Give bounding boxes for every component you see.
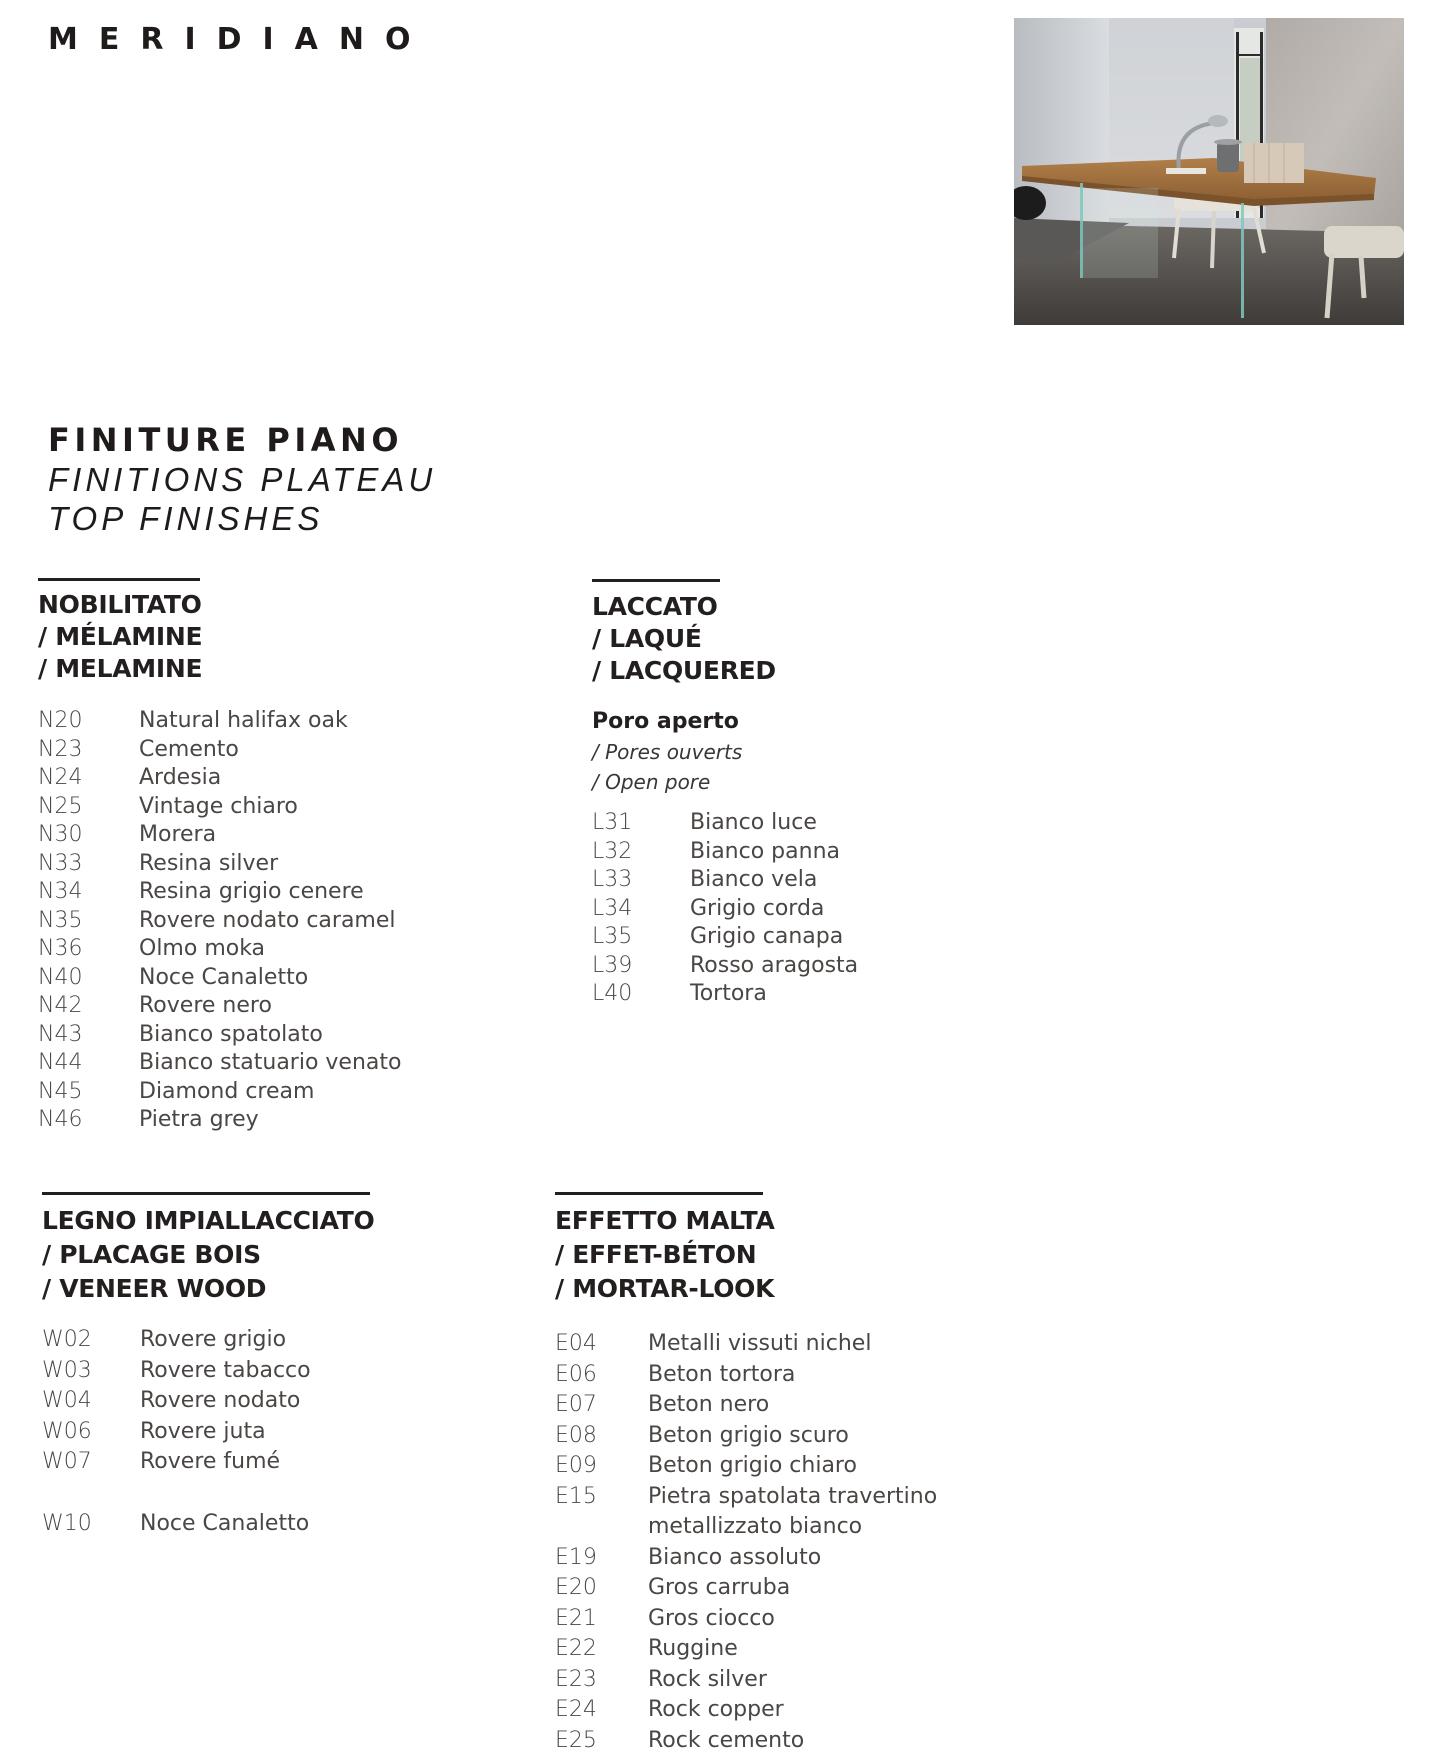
finish-code: L31 [592,810,633,835]
finish-code: L34 [592,895,633,921]
subheading-block [592,707,776,797]
finish-code: N44 [38,1050,83,1075]
finish-item [38,964,309,993]
finish-name: Natural halifax oak [139,708,348,733]
title-italian: FINITURE PIANO [48,421,404,459]
finish-code: E24 [555,1697,597,1722]
product-photo [1014,18,1404,325]
heading-line: / LACQUERED [592,656,776,685]
finish-name: Metalli vissuti nichel [648,1331,872,1356]
section-heading [555,1204,775,1306]
finish-item [38,1106,259,1135]
brand-title: MERIDIANO [48,22,432,57]
finish-name: Rock copper [648,1697,784,1722]
finish-item [592,838,840,867]
finish-code: N35 [38,907,83,933]
title-english: TOP FINISHES [48,500,324,537]
finish-item [592,895,825,924]
finish-name: Bianco luce [690,810,817,835]
finish-item [38,821,217,850]
finish-list [555,1330,938,1757]
finish-name: Pietra grey [139,1107,259,1132]
finish-name: Rovere nero [139,993,272,1018]
subheading-italian: Poro aperto [592,709,739,734]
finish-item [38,935,266,964]
finish-code: E22 [555,1636,597,1661]
finish-code: W10 [42,1510,92,1536]
finish-item [42,1510,374,1541]
finish-name: Rovere grigio [140,1327,287,1352]
section-heading [42,1204,374,1306]
finish-name: Bianco assoluto [648,1544,822,1570]
heading-line: / MÉLAMINE [38,622,203,651]
finish-item [38,878,364,907]
finish-code: E23 [555,1666,597,1692]
heading-line: / EFFET-BÉTON [555,1240,757,1269]
finish-name: Bianco spatolato [139,1021,323,1047]
finish-list [38,707,402,1135]
finish-code: L35 [592,924,633,949]
finish-name: Noce Canaletto [139,964,309,990]
finish-code: N33 [38,850,83,876]
finish-name: Rock cemento [648,1727,805,1753]
finish-item [38,736,239,765]
finish-name: Vintage chiaro [139,793,298,819]
finish-item [38,707,348,736]
finish-name: Rovere fumé [140,1449,281,1474]
finish-name: Ruggine [648,1636,738,1661]
finish-name: Bianco statuario venato [139,1050,402,1075]
heading-line: EFFETTO MALTA [555,1206,775,1235]
finish-item [42,1357,374,1388]
finish-item [592,980,776,1009]
finish-name: Bianco panna [690,838,840,864]
finish-name: Tortora [690,981,767,1006]
finish-code: L40 [592,981,633,1006]
finish-name: Gros carruba [648,1575,791,1600]
finish-item [555,1544,822,1575]
finish-code: N24 [38,765,83,790]
finish-name: Olmo moka [139,936,266,961]
section-heading [38,589,202,685]
heading-line: LEGNO IMPIALLACCIATO [42,1206,375,1235]
finish-item [555,1666,775,1697]
section-nobilitato [38,578,402,1135]
finish-code: N40 [38,964,83,990]
finish-item [555,1727,805,1758]
finish-name: Beton grigio scuro [648,1422,849,1448]
finish-item [38,907,396,936]
heading-line: / VENEER WOOD [42,1274,267,1303]
finish-code: E19 [555,1544,597,1570]
finish-item [555,1361,796,1392]
finish-name: Pietra spatolata travertino [648,1483,938,1509]
finish-code: W02 [42,1327,92,1352]
finish-name: Rovere nodato [140,1388,301,1413]
finish-item [38,992,272,1021]
finish-code: L39 [592,952,633,978]
finish-code: N45 [38,1078,83,1104]
finish-name: Gros ciocco [648,1605,775,1631]
finish-code: L33 [592,867,633,892]
finish-code: W03 [42,1357,92,1383]
table-photo-illustration [1014,18,1404,325]
finish-item [42,1326,374,1357]
finish-code: E09 [555,1453,597,1478]
finish-code: E04 [555,1331,597,1356]
finish-item [555,1605,775,1636]
section-divider [42,1192,370,1195]
finish-name: Rock silver [648,1666,767,1692]
finish-item [555,1422,849,1453]
finish-code: N42 [38,993,83,1018]
finish-item [555,1330,872,1361]
finish-item [555,1391,775,1422]
finish-item [38,764,222,793]
finish-code: N36 [38,936,83,961]
heading-line: / PLACAGE BOIS [42,1240,261,1269]
finish-name: Rovere nodato caramel [139,907,396,933]
subheading-french: / Pores ouverts [592,740,743,764]
finish-item [38,850,279,879]
section-effetto [555,1192,938,1757]
heading-line: / MORTAR-LOOK [555,1274,775,1303]
finish-item [555,1452,857,1483]
finish-item [592,866,818,895]
section-divider [38,578,200,581]
finish-item [592,809,817,838]
finish-item [555,1635,775,1666]
finish-name: Diamond cream [139,1078,315,1104]
section-divider [555,1192,763,1195]
finish-code: E07 [555,1392,597,1417]
finish-code: E06 [555,1361,597,1387]
subheading-english: / Open pore [592,770,711,794]
finish-code: N25 [38,793,83,819]
finish-code: N30 [38,822,83,847]
finish-code: E20 [555,1575,597,1600]
finish-item [38,1021,323,1050]
finish-item [38,1078,315,1107]
finish-name: Ardesia [139,765,222,790]
finish-name-continued: metallizzato bianco [648,1514,863,1539]
heading-line: / MELAMINE [38,654,203,683]
finish-name: Cemento [139,736,239,762]
finish-name: Rovere tabacco [140,1357,311,1383]
finish-item [592,923,844,952]
section-divider [592,579,720,582]
finish-code: N46 [38,1107,83,1132]
finish-item [38,793,298,822]
finishes-title-block [48,420,436,538]
finish-name: Grigio canapa [690,924,844,949]
finish-name: Beton tortora [648,1361,796,1387]
finish-name: Resina silver [139,850,279,876]
heading-line: / LAQUÉ [592,624,702,653]
finish-code: W04 [42,1388,92,1413]
finish-code: N23 [38,736,83,762]
finish-code: E08 [555,1422,597,1448]
finish-item [42,1418,374,1449]
finish-code: N43 [38,1021,83,1047]
finish-item [42,1448,374,1479]
finish-item [42,1387,374,1418]
finish-code: E25 [555,1727,597,1753]
finish-name: Rovere juta [140,1418,266,1444]
heading-line: NOBILITATO [38,590,202,619]
finish-code: N34 [38,879,83,904]
heading-line: LACCATO [592,592,718,621]
finish-name: Bianco vela [690,867,818,892]
finish-code: N20 [38,708,83,733]
finish-name: Morera [139,822,217,847]
section-laccato [592,579,859,1009]
finish-item [592,952,859,981]
finish-list [42,1326,374,1540]
finish-item [555,1483,938,1544]
finish-name: Grigio corda [690,895,825,921]
finish-name: Beton grigio chiaro [648,1453,857,1478]
finish-code: E21 [555,1605,597,1631]
finish-name: Noce Canaletto [140,1510,310,1536]
finish-name: Resina grigio cenere [139,879,364,904]
finish-item [555,1696,784,1727]
finish-code: W07 [42,1449,92,1474]
finish-name: Beton nero [648,1392,770,1417]
finish-item [38,1049,402,1078]
section-heading [592,591,776,687]
finish-code: W06 [42,1418,92,1444]
finish-code: L32 [592,838,633,864]
finish-list [592,809,859,1009]
finish-item [555,1574,791,1605]
finish-code: E15 [555,1483,597,1509]
section-legno [42,1192,374,1540]
title-french: FINITIONS PLATEAU [48,461,437,498]
finish-name: Rosso aragosta [690,952,859,978]
